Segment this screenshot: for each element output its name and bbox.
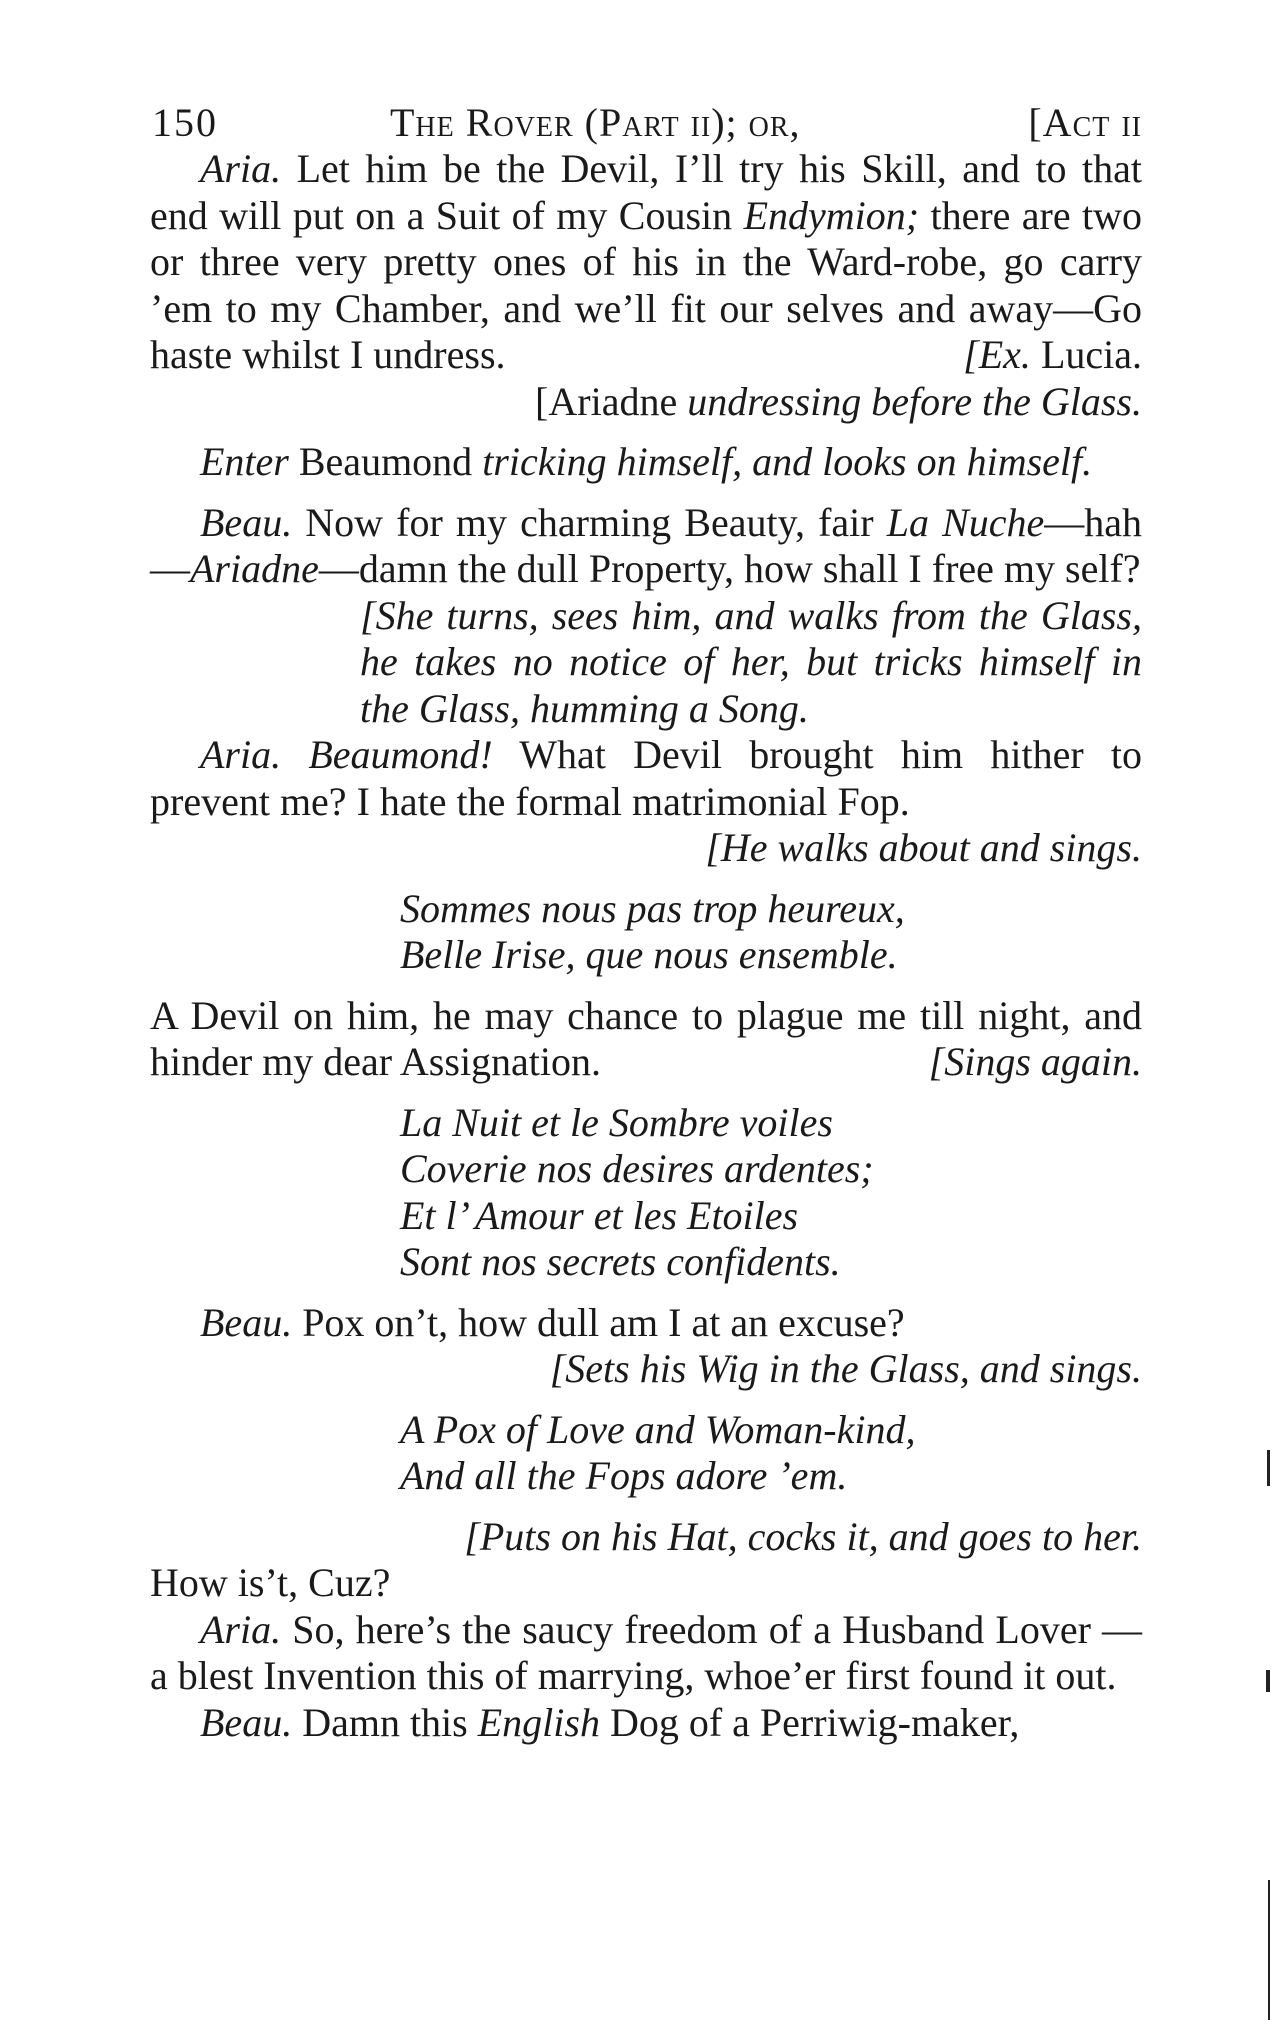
act-label: [Act ii	[1028, 100, 1142, 145]
stage-direction-exit: [Ex. Lucia.	[963, 332, 1142, 377]
stage-direction-sings: [Sings again.	[928, 1039, 1142, 1084]
speech-ariadne-1: Aria. Let him be the Devil, I’ll try his Skill, and to that end will put on a Suit of my Cousin Endymion; there are two or three very pretty ones of his in the Ward-robe, go carry ’em to my Chamber, and we’ll fit our selves and away—Go haste whilst I undress. [Ex. Lucia.	[150, 146, 1143, 377]
page-edge-mark	[1266, 1670, 1270, 1692]
speaker: Beau.	[200, 1699, 293, 1745]
running-title: The Rover (Part ii); or,	[390, 100, 801, 145]
speech-beaumond-2: Beau. Pox on’t, how dull am I at an excuse?	[200, 1299, 905, 1345]
speech-beaumond-3: How is’t, Cuz?	[150, 1560, 391, 1605]
speech-beaumond-1: Beau. Now for my charming Beauty, fair La Nuche—hah—Ariadne—damn the dull Property, how shall I free my self?	[150, 499, 1143, 591]
stage-direction-wig: [Sets his Wig in the Glass, and sings.	[549, 1346, 1142, 1391]
speaker: Beau.	[200, 1299, 293, 1345]
song-3: A Pox of Love and Woman-kind, And all the Fops adore ’em.	[400, 1406, 916, 1498]
stage-direction-walks: [He walks about and sings.	[705, 825, 1142, 870]
page-edge-mark	[1268, 1880, 1270, 2020]
speaker: Aria.	[200, 1606, 282, 1652]
page-edge-mark	[1267, 1450, 1270, 1486]
stage-direction-hat: [Puts on his Hat, cocks it, and goes to her.	[464, 1513, 1142, 1559]
stage-direction-enter: Enter Beaumond tricking himself, and looks on himself.	[200, 439, 1093, 484]
speaker: Beau.	[200, 499, 293, 545]
speaker: Aria.	[200, 732, 282, 777]
stage-direction-turns: [She turns, sees him, and walks from the Glass, he takes no notice of her, but tricks himself in the Glass, humming a Song.	[360, 592, 1142, 731]
speech-ariadne-2: Aria. Beaumond! What Devil brought him hither to prevent me? I hate the formal matrimonial Fop.	[150, 732, 1143, 824]
song-2: La Nuit et le Sombre voiles Coverie nos desires ardentes; Et l’ Amour et les Etoiles Sont nos secrets confidents.	[400, 1099, 874, 1284]
speech-beaumond-4: Beau. Damn this English Dog of a Perriwig-maker,	[200, 1699, 1020, 1745]
speaker: Aria.	[200, 146, 282, 191]
speech-ariadne-3: A Devil on him, he may chance to plague me till night, and hinder my dear Assignation. [Sings again.	[150, 992, 1142, 1084]
song-1: Sommes nous pas trop heureux, Belle Irise, que nous ensemble.	[400, 885, 905, 977]
stage-direction-undressing: [Ariadne undressing before the Glass.	[535, 378, 1142, 424]
speech-ariadne-4: Aria. So, here’s the saucy freedom of a Husband Lover —a blest Invention this of marrying, whoe’er first found it out.	[150, 1606, 1143, 1698]
page-number: 150	[152, 100, 218, 145]
running-header	[150, 92, 1142, 146]
book-page	[150, 92, 1142, 1992]
